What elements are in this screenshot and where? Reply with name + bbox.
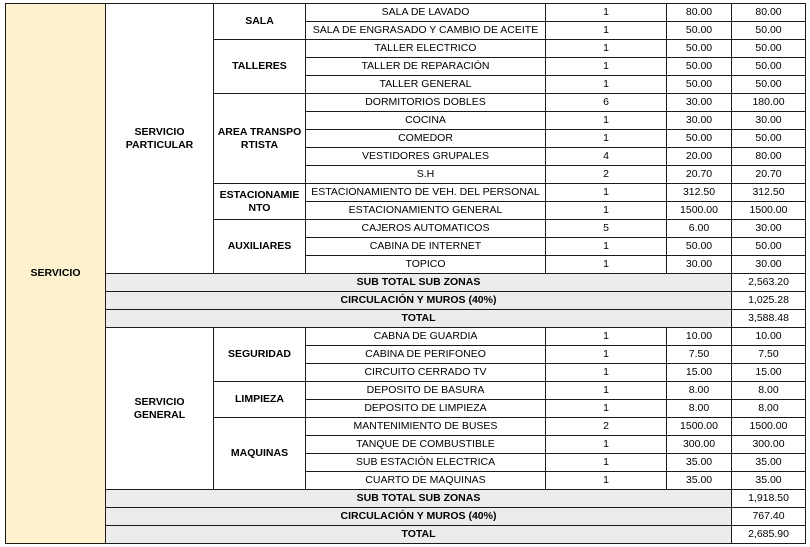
area-cell: 30.00 (667, 112, 732, 130)
area-cell: 15.00 (667, 364, 732, 382)
cantidad-cell: 1 (546, 454, 667, 472)
cantidad-cell: 1 (546, 436, 667, 454)
ambiente-cell: ESTACIONAMIENTO DE VEH. DEL PERSONAL (306, 184, 546, 202)
cantidad-cell: 1 (546, 400, 667, 418)
total-cell: 35.00 (732, 472, 806, 490)
total-cell: 50.00 (732, 76, 806, 94)
summary-row (6, 490, 806, 508)
ambiente-cell: VESTIDORES GRUPALES (306, 148, 546, 166)
area-program-table (5, 3, 806, 544)
ambiente-cell: COMEDOR (306, 130, 546, 148)
cantidad-cell: 1 (546, 58, 667, 76)
summary-value: 1,918.50 (732, 490, 806, 508)
summary-label: CIRCULACIÓN Y MUROS (40%) (106, 292, 732, 310)
total-cell: 50.00 (732, 22, 806, 40)
summary-label: TOTAL (106, 310, 732, 328)
summary-value: 3,588.48 (732, 310, 806, 328)
area-cell: 1500.00 (667, 418, 732, 436)
summary-row (6, 526, 806, 544)
cantidad-cell: 1 (546, 112, 667, 130)
subzone-cell: AREA TRANSPORTISTA (214, 94, 306, 184)
cantidad-cell: 1 (546, 238, 667, 256)
ambiente-cell: CIRCUITO CERRADO TV (306, 364, 546, 382)
total-cell: 50.00 (732, 58, 806, 76)
subzone-cell: TALLERES (214, 40, 306, 94)
area-cell: 80.00 (667, 4, 732, 22)
summary-row (6, 508, 806, 526)
area-cell: 312.50 (667, 184, 732, 202)
cantidad-cell: 1 (546, 346, 667, 364)
area-cell: 7.50 (667, 346, 732, 364)
total-cell: 180.00 (732, 94, 806, 112)
group-cell: SERVICIO PARTICULAR (106, 4, 214, 274)
cantidad-cell: 1 (546, 130, 667, 148)
summary-label: TOTAL (106, 526, 732, 544)
summary-label: SUB TOTAL SUB ZONAS (106, 274, 732, 292)
cantidad-cell: 4 (546, 148, 667, 166)
area-cell: 20.00 (667, 148, 732, 166)
total-cell: 20.70 (732, 166, 806, 184)
area-cell: 30.00 (667, 94, 732, 112)
ambiente-cell: TANQUE DE COMBUSTIBLE (306, 436, 546, 454)
ambiente-cell: S.H (306, 166, 546, 184)
cantidad-cell: 1 (546, 184, 667, 202)
total-cell: 50.00 (732, 40, 806, 58)
summary-row (6, 292, 806, 310)
area-cell: 300.00 (667, 436, 732, 454)
cantidad-cell: 1 (546, 328, 667, 346)
subzone-cell: AUXILIARES (214, 220, 306, 274)
cantidad-cell: 1 (546, 364, 667, 382)
cantidad-cell: 1 (546, 256, 667, 274)
area-cell: 50.00 (667, 40, 732, 58)
cantidad-cell: 1 (546, 22, 667, 40)
total-cell: 300.00 (732, 436, 806, 454)
cantidad-cell: 1 (546, 382, 667, 400)
cantidad-cell: 2 (546, 418, 667, 436)
subzone-cell: ESTACIONAMIENTO (214, 184, 306, 220)
total-cell: 30.00 (732, 256, 806, 274)
area-cell: 50.00 (667, 22, 732, 40)
total-cell: 10.00 (732, 328, 806, 346)
ambiente-cell: MANTENIMIENTO DE BUSES (306, 418, 546, 436)
total-cell: 1500.00 (732, 202, 806, 220)
ambiente-cell: SALA DE LAVADO (306, 4, 546, 22)
cantidad-cell: 1 (546, 4, 667, 22)
ambiente-cell: COCINA (306, 112, 546, 130)
cantidad-cell: 6 (546, 94, 667, 112)
total-cell: 80.00 (732, 4, 806, 22)
ambiente-cell: CABNA DE GUARDIA (306, 328, 546, 346)
ambiente-cell: TOPICO (306, 256, 546, 274)
area-cell: 20.70 (667, 166, 732, 184)
total-cell: 30.00 (732, 220, 806, 238)
ambiente-cell: SALA DE ENGRASADO Y CAMBIO DE ACEITE (306, 22, 546, 40)
area-cell: 8.00 (667, 382, 732, 400)
ambiente-cell: TALLER GENERAL (306, 76, 546, 94)
cantidad-cell: 2 (546, 166, 667, 184)
area-cell: 1500.00 (667, 202, 732, 220)
total-cell: 35.00 (732, 454, 806, 472)
subzone-cell: SALA (214, 4, 306, 40)
total-cell: 1500.00 (732, 418, 806, 436)
summary-value: 2,685.90 (732, 526, 806, 544)
total-cell: 50.00 (732, 238, 806, 256)
total-cell: 8.00 (732, 382, 806, 400)
group-cell: SERVICIO GENERAL (106, 328, 214, 490)
cantidad-cell: 1 (546, 472, 667, 490)
ambiente-cell: CUARTO DE MAQUINAS (306, 472, 546, 490)
area-cell: 10.00 (667, 328, 732, 346)
table-row (6, 328, 806, 346)
total-cell: 50.00 (732, 130, 806, 148)
summary-value: 1,025.28 (732, 292, 806, 310)
area-cell: 6.00 (667, 220, 732, 238)
summary-row (6, 274, 806, 292)
total-cell: 15.00 (732, 364, 806, 382)
ambiente-cell: TALLER ELECTRICO (306, 40, 546, 58)
ambiente-cell: CABINA DE PERIFONEO (306, 346, 546, 364)
subzone-cell: SEGURIDAD (214, 328, 306, 382)
cantidad-cell: 1 (546, 202, 667, 220)
total-cell: 80.00 (732, 148, 806, 166)
ambiente-cell: DEPOSITO DE BASURA (306, 382, 546, 400)
area-cell: 50.00 (667, 130, 732, 148)
total-cell: 30.00 (732, 112, 806, 130)
cantidad-cell: 1 (546, 40, 667, 58)
ambiente-cell: CAJEROS AUTOMATICOS (306, 220, 546, 238)
ambiente-cell: TALLER DE REPARACIÓN (306, 58, 546, 76)
area-cell: 35.00 (667, 472, 732, 490)
ambiente-cell: SUB ESTACIÓN ELECTRICA (306, 454, 546, 472)
ambiente-cell: DORMITORIOS DOBLES (306, 94, 546, 112)
area-cell: 50.00 (667, 238, 732, 256)
area-cell: 35.00 (667, 454, 732, 472)
area-cell: 30.00 (667, 256, 732, 274)
area-cell: 50.00 (667, 58, 732, 76)
total-cell: 8.00 (732, 400, 806, 418)
subzone-cell: MAQUINAS (214, 418, 306, 490)
area-cell: 8.00 (667, 400, 732, 418)
ambiente-cell: DEPOSITO DE LIMPIEZA (306, 400, 546, 418)
summary-row (6, 310, 806, 328)
cantidad-cell: 5 (546, 220, 667, 238)
summary-label: SUB TOTAL SUB ZONAS (106, 490, 732, 508)
subzone-cell: LIMPIEZA (214, 382, 306, 418)
area-cell: 50.00 (667, 76, 732, 94)
summary-value: 2,563.20 (732, 274, 806, 292)
ambiente-cell: CABINA DE INTERNET (306, 238, 546, 256)
ambiente-cell: ESTACIONAMIENTO GENERAL (306, 202, 546, 220)
summary-label: CIRCULACIÓN Y MUROS (40%) (106, 508, 732, 526)
summary-value: 767.40 (732, 508, 806, 526)
table-row (6, 4, 806, 22)
cantidad-cell: 1 (546, 76, 667, 94)
zone-cell: SERVICIO (6, 4, 106, 544)
total-cell: 7.50 (732, 346, 806, 364)
total-cell: 312.50 (732, 184, 806, 202)
